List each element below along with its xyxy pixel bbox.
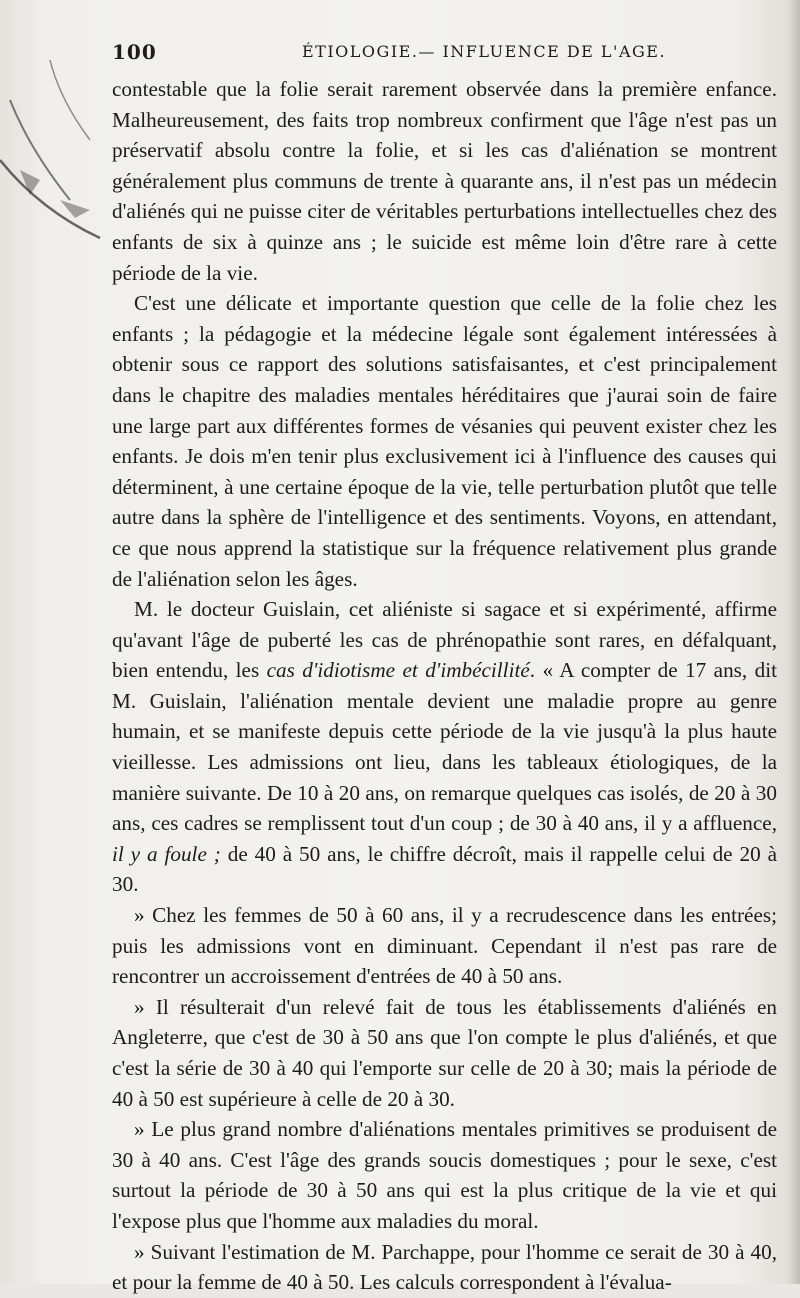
paragraph: » Le plus grand nombre d'aliénations mentales primitives se produisent de 30 à 40 ans. C'est l'âge des grands soucis domestiques ; pour le sexe, c'est surtout la période de 30 à 50 ans qui est la plus critique de la vie et qui l'expose plus que l'homme aux maladies du moral. <box>112 1117 777 1233</box>
page-edge-shadow <box>788 0 800 1284</box>
italic-text: il y a foule ; <box>112 841 221 866</box>
paragraph <box>112 594 777 900</box>
paragraph: C'est une délicate et importante question que celle de la folie chez les enfants ; la pédagogie et la médecine légale sont également intéressées à obtenir sous ce rapport des solutions satisfaisantes, et c'est principalement dans le chapitre des maladies mentales héréditaires que j'aurai soin de faire une large part aux différentes formes de vésanies qui peuvent exister chez les enfants. Je dois m'en tenir plus exclusivement ici à l'influence des causes qui déterminent, à une certaine époque de la vie, telle perturbation plutôt que telle autre dans la sphère de l'intelligence et des sentiments. Voyons, en attendant, ce que nous apprend la statistique sur la fréquence relativement plus grande de l'aliénation selon les âges. <box>112 291 777 591</box>
page-header <box>112 40 760 68</box>
paragraph: contestable que la folie serait rarement observée dans la première enfance. Malheureusement, des faits trop nombreux confirment que l'âge n'est pas un préservatif absolu contre la folie, et si les cas d'aliénation se montrent généralement plus communs de trente à quarante ans, il n'est pas un médecin d'aliénés qui ne puisse citer de véritables perturbations intellectuelles chez des enfants de six à quinze ans ; le suicide est même loin d'être rare à cette période de la vie. <box>112 77 777 285</box>
body-text <box>112 74 777 1298</box>
paragraph: » Chez les femmes de 50 à 60 ans, il y a recrudescence dans les entrées; puis les admissions vont en diminuant. Cependant il n'est pas rare de rencontrer un accroissement d'entrées de 40 à 50 ans. <box>112 903 777 989</box>
page-number: 100 <box>112 40 157 64</box>
paragraph: » Suivant l'estimation de M. Parchappe, pour l'homme ce serait de 30 à 40, et pour la femme de 40 à 50. Les calculs correspondent à l'évalua- <box>112 1239 777 1295</box>
italic-text: cas d'idiotisme et d'imbécillité <box>266 658 530 683</box>
text-run: de 40 à 50 ans, le chiffre décroît, mais il rappelle celui de 20 à 30. <box>112 841 777 897</box>
text-run: M. le docteur Guislain, cet aliéniste si sagace et si expérimenté, affirme qu'avant l'âge de puberté les cas de phrénopathie sont rares, en défalquant, bien entendu, les <box>112 597 777 683</box>
paragraph: » Il résulterait d'un relevé fait de tous les établissements d'aliénés en Angleterre, que c'est de 30 à 50 ans que l'on compte le plus d'aliénés, et que c'est la série de 30 à 40 qui l'emporte sur celle de 20 à 30; mais la période de 40 à 50 est supérieure à celle de 20 à 30. <box>112 994 777 1111</box>
text-run: . « A compter de 17 ans, dit M. Guislain, l'aliénation mentale devient une maladie propre au genre humain, et se manifeste depuis cette période de la vie jusqu'à la plus haute vieillesse. Les admissions ont lieu, dans les tableaux étiologiques, de la manière suivante. De 10 à 20 ans, on remarque quelques cas isolés, de 20 à 30 ans, ces cadres se remplissent tout d'un coup ; de 30 à 40 ans, il y a affluence, <box>112 658 777 836</box>
running-title: ÉTIOLOGIE.— INFLUENCE DE L'AGE. <box>302 42 667 61</box>
